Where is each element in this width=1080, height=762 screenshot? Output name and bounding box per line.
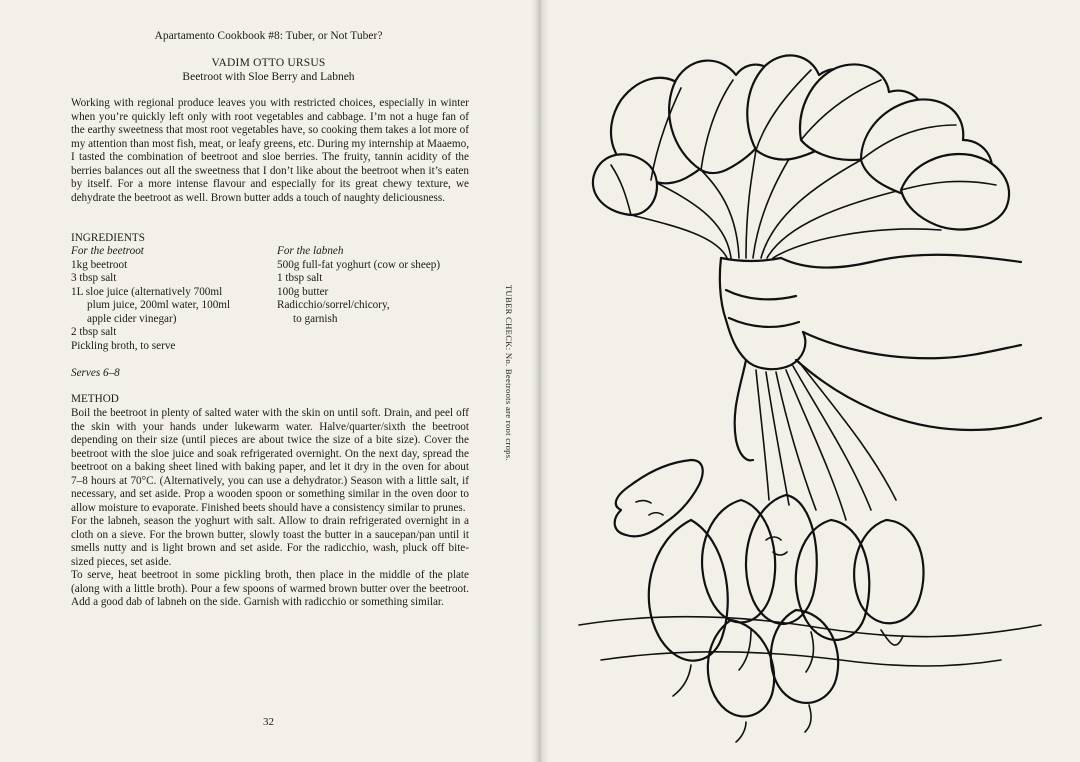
ingredient-item-continued: to garnish — [293, 312, 338, 325]
ingredient-item: Pickling broth, to serve — [71, 339, 176, 352]
ingredient-item: 100g butter — [277, 285, 329, 298]
ingredient-item: 2 tbsp salt — [71, 326, 117, 338]
ingredient-item-continued: plum juice, 200ml water, 100ml — [87, 299, 231, 311]
ingredient-item: Radicchio/sorrel/chicory, — [277, 299, 390, 311]
ingredient-item-continued: apple cider vinegar) — [87, 312, 177, 325]
method-paragraph: To serve, heat beetroot in some pickling broth, then place in the middle of the plate (along with a little broth). Pour a few spoons of warmed brown butter over the beetroot. Add a good dab of labneh on the side. Garnish with radicchio or something similar. — [71, 569, 469, 608]
method-paragraph: For the labneh, season the yoghurt with salt. Allow to drain refrigerated overnight in a cloth on a sieve. For the brown butter, slowly toast the butter in a saucepan/pan until it smells nutty and is light brown and set aside. For the radicchio, wash, pluck off bite-sized pieces, set aside. — [71, 515, 469, 568]
beetroot-subheading: For the beetroot — [71, 245, 144, 257]
method-text — [71, 407, 469, 610]
ingredient-item: 1kg beetroot — [71, 258, 128, 271]
ingredient-item: 1L sloe juice (alternatively 700ml — [71, 285, 223, 298]
labneh-ingredients — [277, 245, 477, 326]
running-head: Apartamento Cookbook #8: Tuber, or Not Tuber? — [154, 30, 383, 42]
page-number: 32 — [263, 716, 274, 728]
ingredient-item: 1 tbsp salt — [277, 272, 323, 284]
ingredient-item: 3 tbsp salt — [71, 272, 117, 284]
ingredients-heading: INGREDIENTS — [71, 232, 145, 244]
recipe-title: Beetroot with Sloe Berry and Labneh — [182, 71, 355, 83]
serves-note: Serves 6–8 — [71, 367, 120, 379]
labneh-subheading: For the labneh — [277, 245, 344, 257]
intro-paragraph: Working with regional produce leaves you with restricted choices, especially in winter when you’re quickly left only with root vegetables and cabbage. I’m not a huge fan of the earthy sweetness that most root vegetables have, so cooking them takes a lot more of my attention than most fish, meat, or leafy greens, etc. During my internship at Maaemo, I tasted the combination of beetroot and sloe berries. The fruity, tannin acidity of the berries balances out all the sweetness that I don’t like about the beetroot when it’s eaten by itself. For a more intense flavour and especially for its great chewy texture, we dehydrate the beetroot as well. Brown butter adds a touch of naughty deliciousness. — [71, 97, 469, 204]
tuber-check-note: TUBER CHECK: No. Beetroots are root crops. — [504, 285, 514, 461]
ingredient-item: 500g full-fat yoghurt (cow or sheep) — [277, 258, 441, 271]
method-heading: METHOD — [71, 393, 119, 405]
beetroot-ingredients — [71, 245, 261, 353]
method-paragraph: Boil the beetroot in plenty of salted water with the skin on until soft. Drain, and peel off the skin with your hands under lukewarm water. Halve/quarter/sixth the beetroot depending on their size (until pieces are about twice the size of a bite size). Cover the beetroot with the sloe juice and soak refrigerated overnight. On the next day, spread the beetroot on a baking sheet lined with baking paper, and let it dry in the oven for about 7–8 hours at 70°C. (Alternatively, you can use a dehydrator.) Season with a little salt, if necessary, and set aside. Prop a wooden spoon or something similar in the oven door to allow moisture to evaporate. Finished beets should have a consistency similar to prunes. — [71, 407, 469, 514]
author-name: VADIM OTTO URSUS — [211, 57, 326, 69]
beetroot-illustration — [541, 0, 1080, 762]
